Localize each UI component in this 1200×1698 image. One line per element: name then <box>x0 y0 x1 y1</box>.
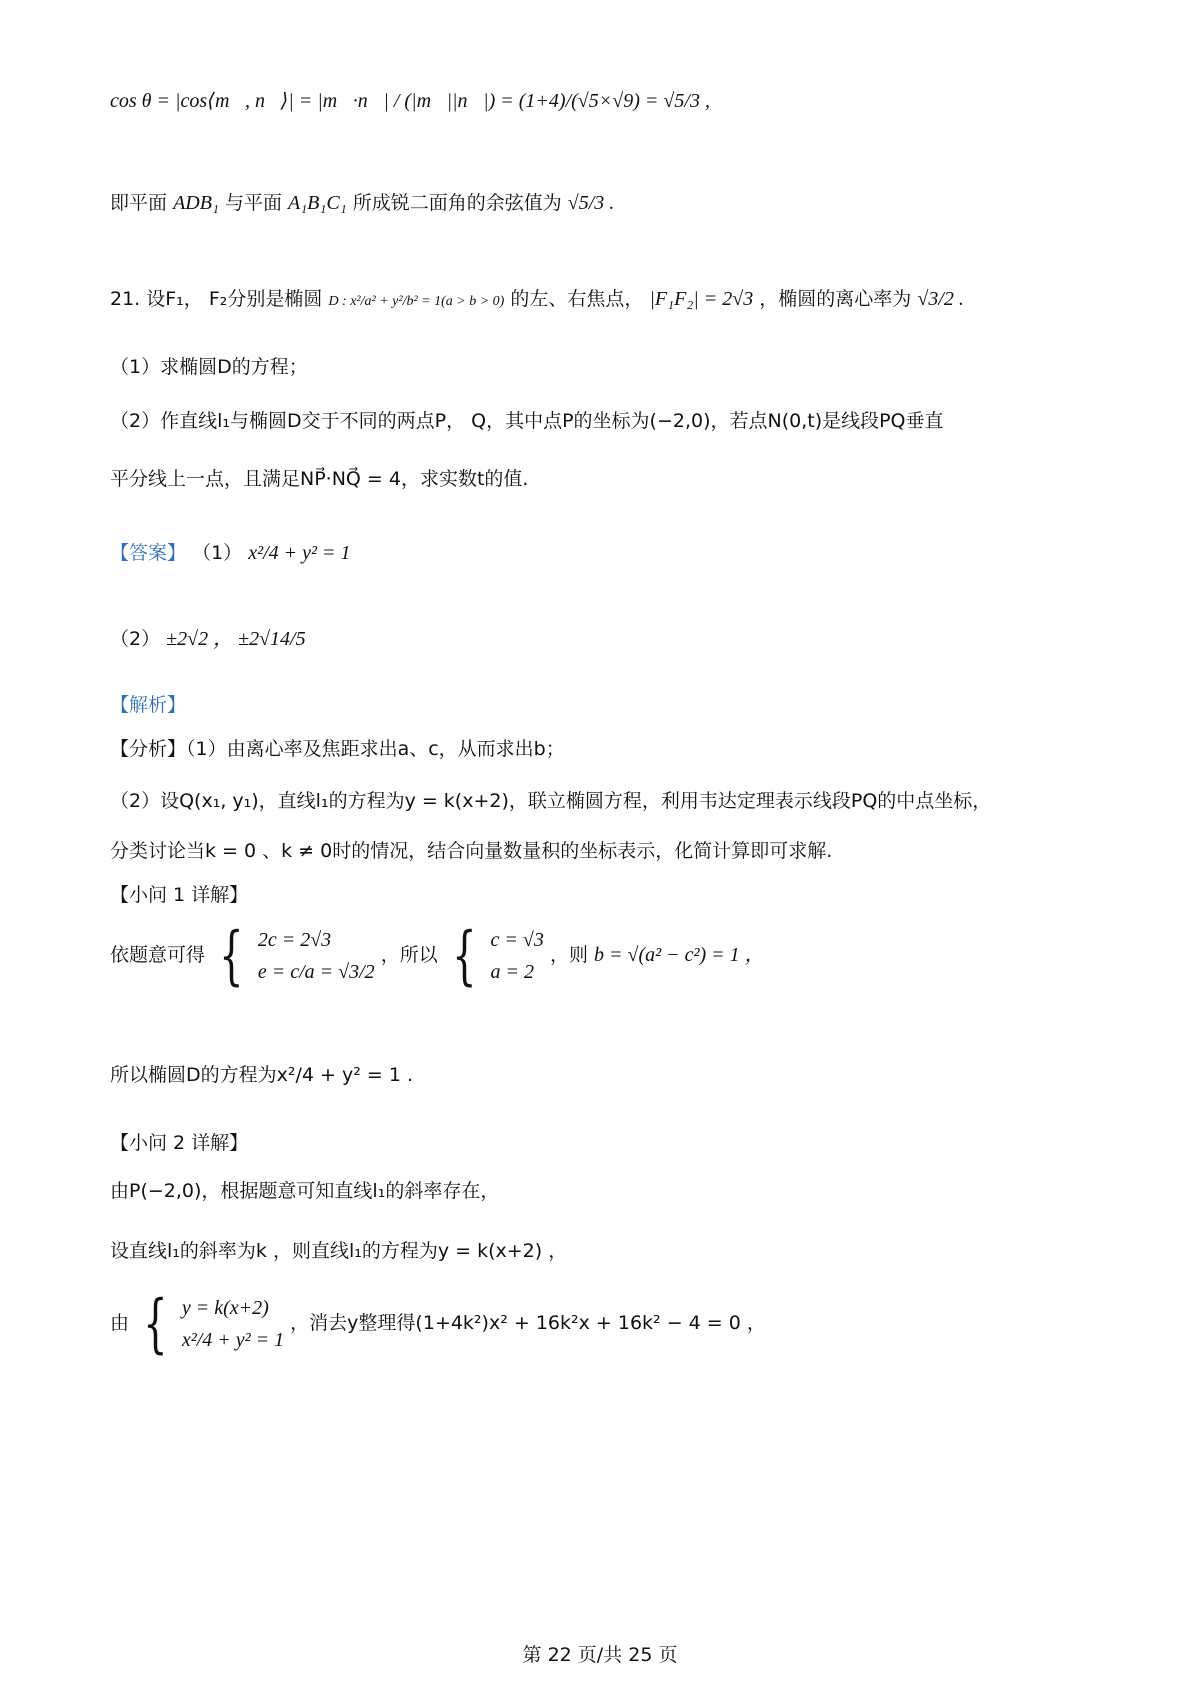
system-3-row-2: x²/4 + y² = 1 <box>181 1329 285 1351</box>
fenxi-line-2: （2）设Q(x₁, y₁)，直线l₁的方程为y = k(x+2)，联立椭圆方程，利用韦达定理表示线段PQ的中点坐标， <box>110 790 992 812</box>
sub2-you: 由 <box>110 1312 130 1334</box>
q21-part-2-line-1: （2）作直线l₁与椭圆D交于不同的两点P， Q，其中点P的坐标为(−2,0)，若点N(0,t)是线段PQ垂直 <box>110 410 944 432</box>
q21-text-a: 21. 设F₁， F₂分别是椭圆 <box>110 288 323 310</box>
system-2 <box>491 924 544 988</box>
page-footer: 第 22 页/共 25 页 <box>522 1644 678 1666</box>
conclusion-value: √5/3 . <box>567 192 615 214</box>
system-3-row-1: y = k(x+2) <box>181 1297 269 1319</box>
q21-part-1: （1）求椭圆D的方程； <box>110 356 308 378</box>
answer-1: x²/4 + y² = 1 <box>248 542 351 564</box>
analysis-tag: 【解析】 <box>110 694 187 716</box>
answer-line-1 <box>110 538 351 565</box>
sub1-title: 【小问 1 详解】 <box>110 884 249 906</box>
q21-text-c: ，椭圆的离心率为 <box>759 288 912 310</box>
sub1-text-c: ，则 <box>549 944 588 966</box>
system-2-row-2: a = 2 <box>490 961 535 983</box>
conclusion-prefix: 即平面 <box>110 192 168 214</box>
q21-part-2-line-2: 平分线上一点，且满足NP⃗·NQ⃗ = 4，求实数t的值. <box>110 468 529 490</box>
sub2-line-2: 设直线l₁的斜率为k ，则直线l₁的方程为y = k(x+2) ， <box>110 1240 568 1262</box>
cos-theta-equation: cos θ = |cos⟨m⃗, n⃗⟩| = |m⃗·n⃗| / (|m⃗||n⃗|) = (1+4)/(√5×√9) = √5/3 , <box>110 90 710 112</box>
system-3 <box>182 1292 284 1356</box>
fenxi-line-1: 【分析】（1）由离心率及焦距求出a、c，从而求出b； <box>110 738 565 760</box>
answer-2: ±2√2 ， ±2√14/5 <box>166 628 306 650</box>
q21-focal-distance: |F₁F₂| = 2√3 <box>649 288 754 310</box>
sub2-tail: ，消去y整理得(1+4k²)x² + 16k²x + 16k² − 4 = 0 ， <box>290 1312 766 1334</box>
sub2-system-line <box>110 1287 766 1361</box>
conclusion-suffix: 所成锐二面角的余弦值为 <box>352 192 562 214</box>
answer-tag: 【答案】 <box>110 542 187 564</box>
sub2-title: 【小问 2 详解】 <box>110 1132 249 1154</box>
answer-1-label: （1） <box>192 542 243 564</box>
sub1-text-b: ，所以 <box>380 944 438 966</box>
sub1-text-a: 依题意可得 <box>110 944 206 966</box>
fenxi-line-3: 分类讨论当k = 0 、k ≠ 0时的情况，结合向量数量积的坐标表示，化简计算即可求解. <box>110 840 833 862</box>
left-brace: { <box>219 919 244 993</box>
conclusion-line <box>110 188 614 215</box>
sub1-b-value: b = √(a² − c²) = 1 ， <box>594 944 765 966</box>
answer-line-2 <box>110 622 306 651</box>
system-1 <box>258 924 375 988</box>
question-21-stem <box>110 284 964 311</box>
answer-2-label: （2） <box>110 628 161 650</box>
sub2-line-1: 由P(−2,0)，根据题意可知直线l₁的斜率存在， <box>110 1180 500 1202</box>
q21-eccentricity: √3/2 . <box>917 288 964 310</box>
plane-2: A₁B₁C₁ <box>288 192 347 214</box>
system-2-row-1: c = √3 <box>490 929 544 951</box>
conclusion-mid: 与平面 <box>224 192 282 214</box>
q21-ellipse: D : x²/a² + y²/b² = 1(a > b > 0) <box>328 294 505 309</box>
left-brace: { <box>451 919 477 993</box>
left-brace: { <box>143 1287 168 1361</box>
sub1-derivation <box>110 919 765 993</box>
sub1-result: 所以椭圆D的方程为x²/4 + y² = 1 . <box>110 1064 414 1086</box>
system-1-row-1: 2c = 2√3 <box>257 929 332 951</box>
q21-text-b: 的左、右焦点， <box>510 288 644 310</box>
system-1-row-2: e = c/a = √3/2 <box>257 961 375 983</box>
plane-1: ADB₁ <box>173 192 219 214</box>
